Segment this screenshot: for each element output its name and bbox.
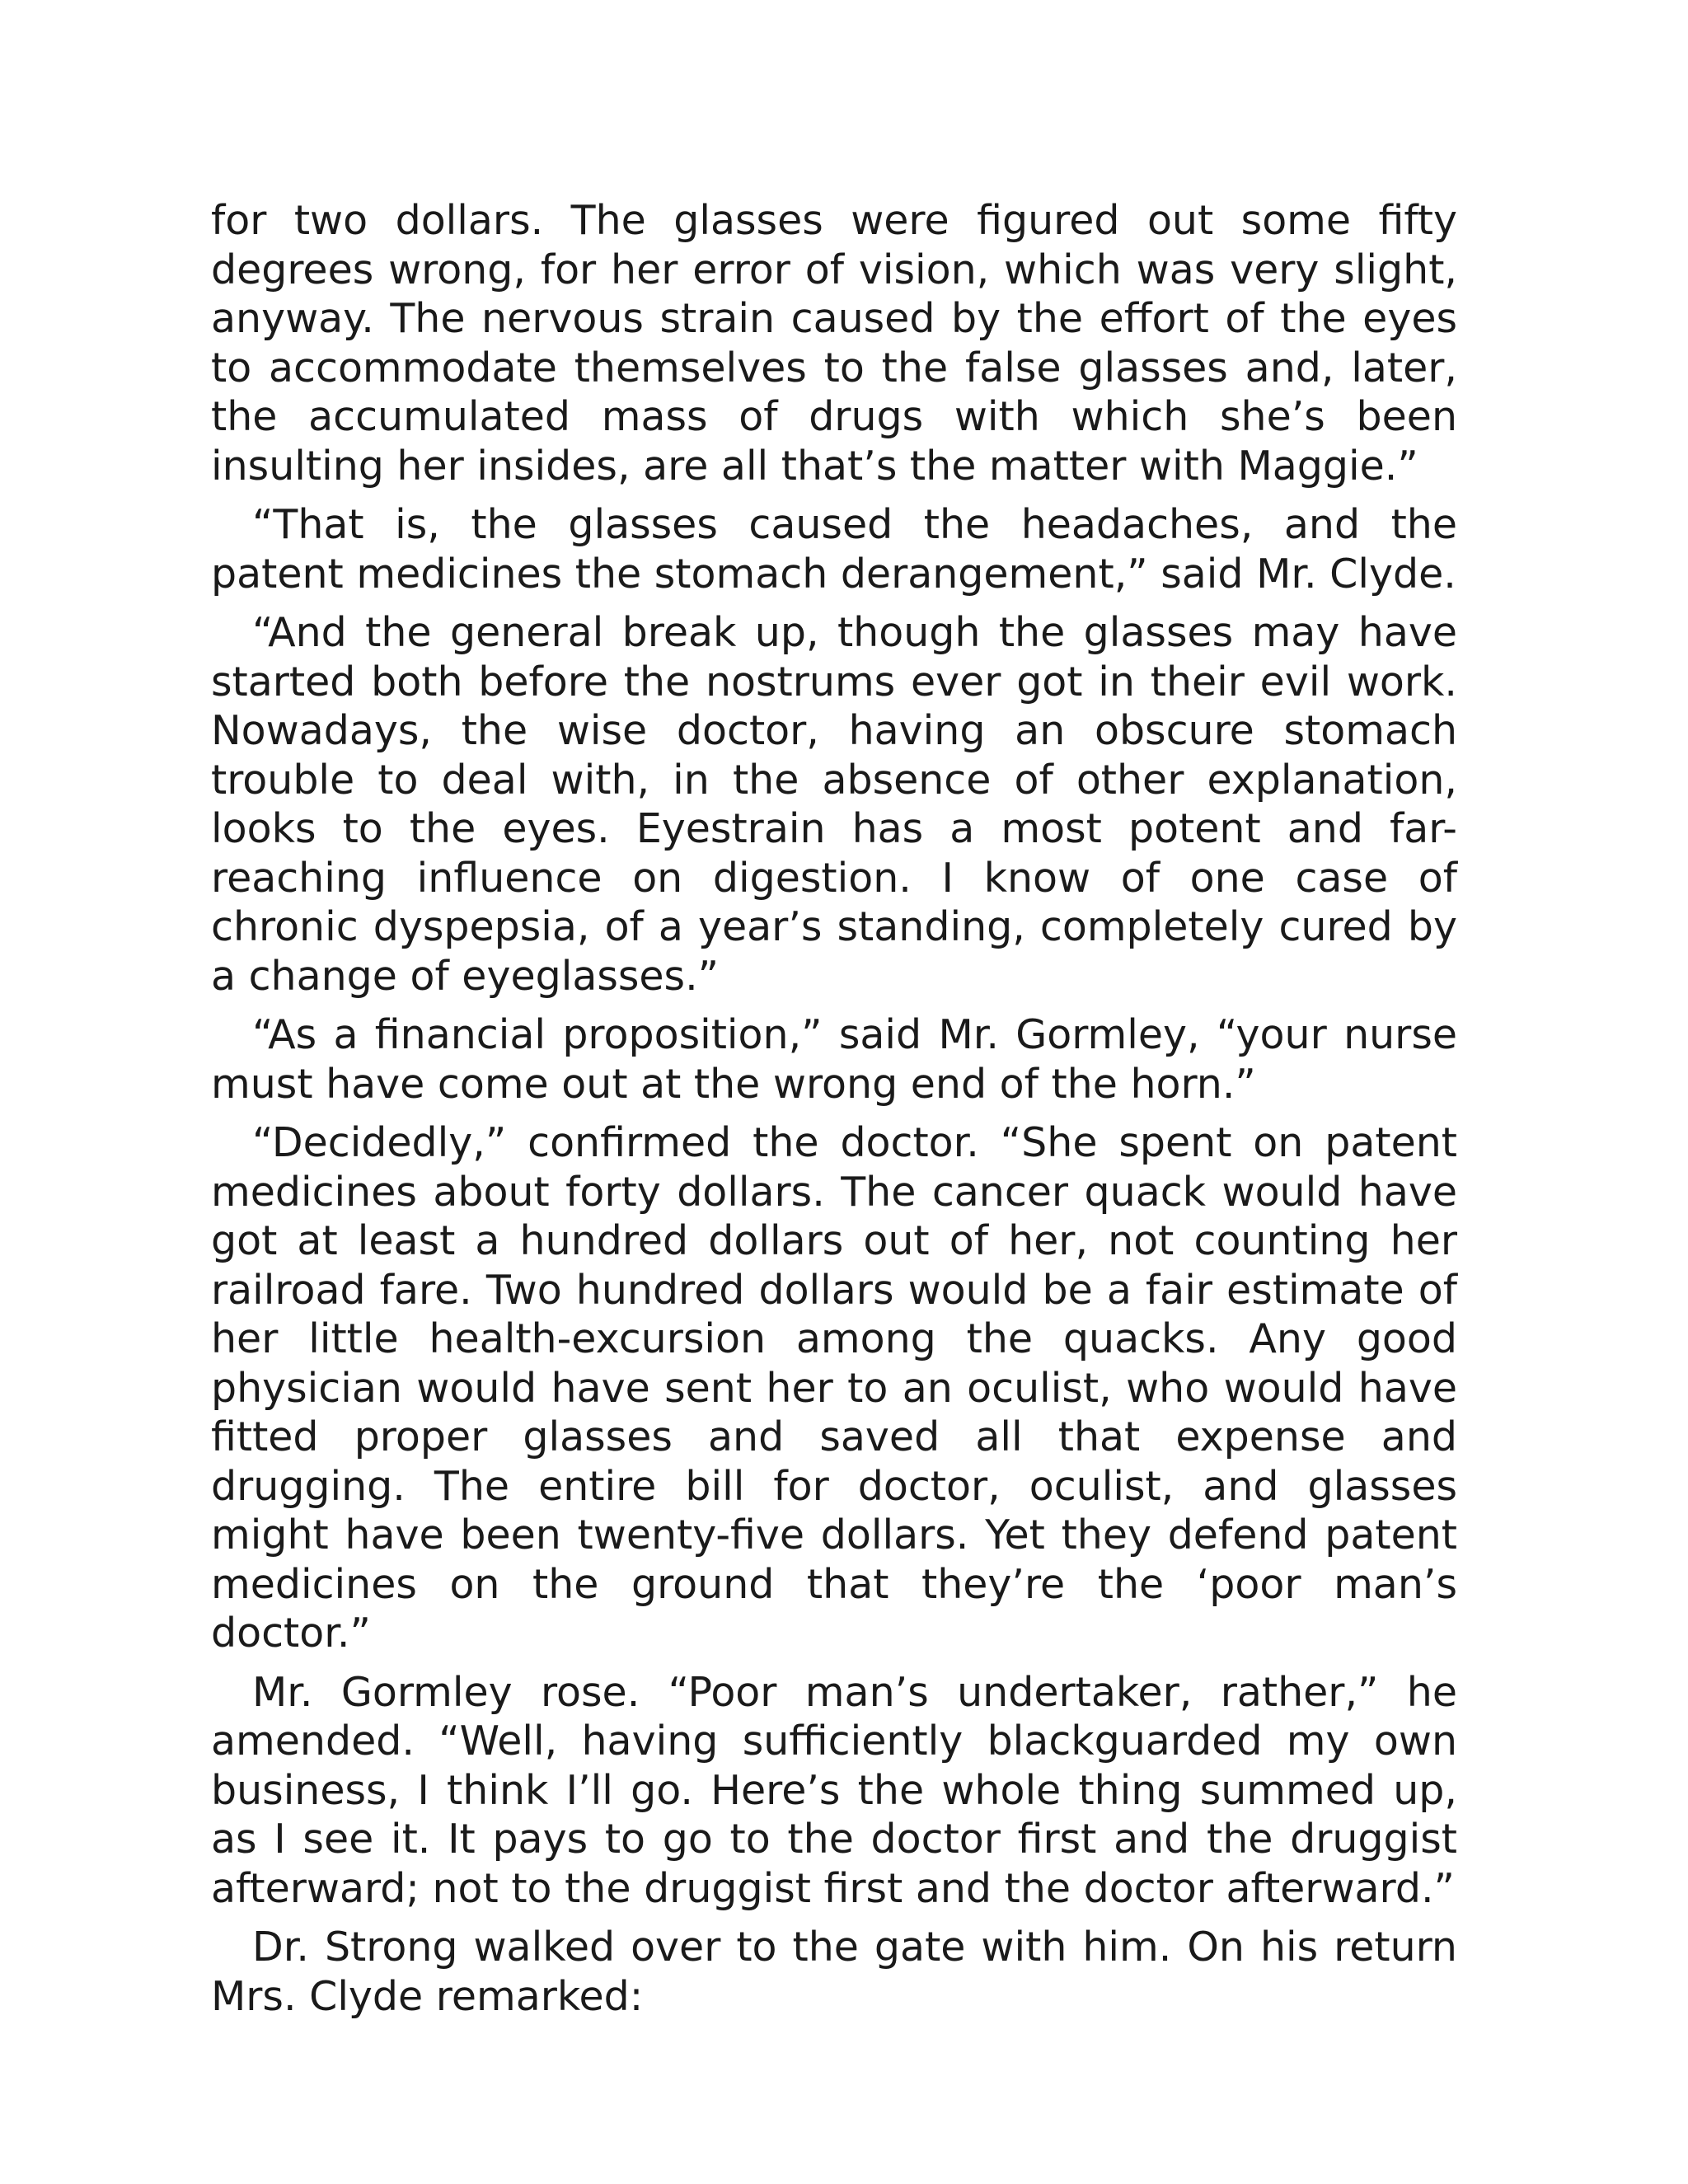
paragraph-2: “That is, the glasses caused the headaches, and the patent medicines the stomach derangement,” said Mr. Clyde. [211, 501, 1457, 598]
paragraph-7: Dr. Strong walked over to the gate with him. On his return Mrs. Clyde remarked: [211, 1924, 1457, 2020]
paragraph-3: “And the general break up, though the glasses may have started both before the nostrums ever got in their evil work. Nowadays, the wise doctor, having an obscure stomach trouble to deal with, in the absence of other explanation, looks to the eyes. Eyestrain has a most potent and far-reaching influence on digestion. I know of one case of chronic dyspepsia, of a year’s standing, completely cured by a change of eyeglasses.” [211, 609, 1457, 1000]
paragraph-4: “As a financial proposition,” said Mr. Gormley, “your nurse must have come out at the wrong end of the horn.” [211, 1011, 1457, 1108]
paragraph-1: for two dollars. The glasses were figured out some fifty degrees wrong, for her error of vision, which was very slight, anyway. The nervous strain caused by the effort of the eyes to accommodate themselves to the false glasses and, later, the accumulated mass of drugs with which she’s been insulting her insides, are all that’s the matter with Maggie.” [211, 197, 1457, 490]
paragraph-6: Mr. Gormley rose. “Poor man’s undertaker, rather,” he amended. “Well, having sufficiently blackguarded my own business, I think I’ll go. Here’s the whole thing summed up, as I see it. It pays to go to the doctor first and the druggist afterward; not to the druggist first and the doctor afterward.” [211, 1668, 1457, 1912]
page-body [211, 196, 1457, 2031]
paragraph-5: “Decidedly,” confirmed the doctor. “She spent on patent medicines about forty dollars. The cancer quack would have got at least a hundred dollars out of her, not counting her railroad fare. Two hundred dollars would be a fair estimate of her little health-excursion among the quacks. Any good physician would have sent her to an oculist, who would have fitted proper glasses and saved all that expense and drugging. The entire bill for doctor, oculist, and glasses might have been twenty-five dollars. Yet they defend patent medicines on the ground that they’re the ‘poor man’s doctor.” [211, 1119, 1457, 1657]
